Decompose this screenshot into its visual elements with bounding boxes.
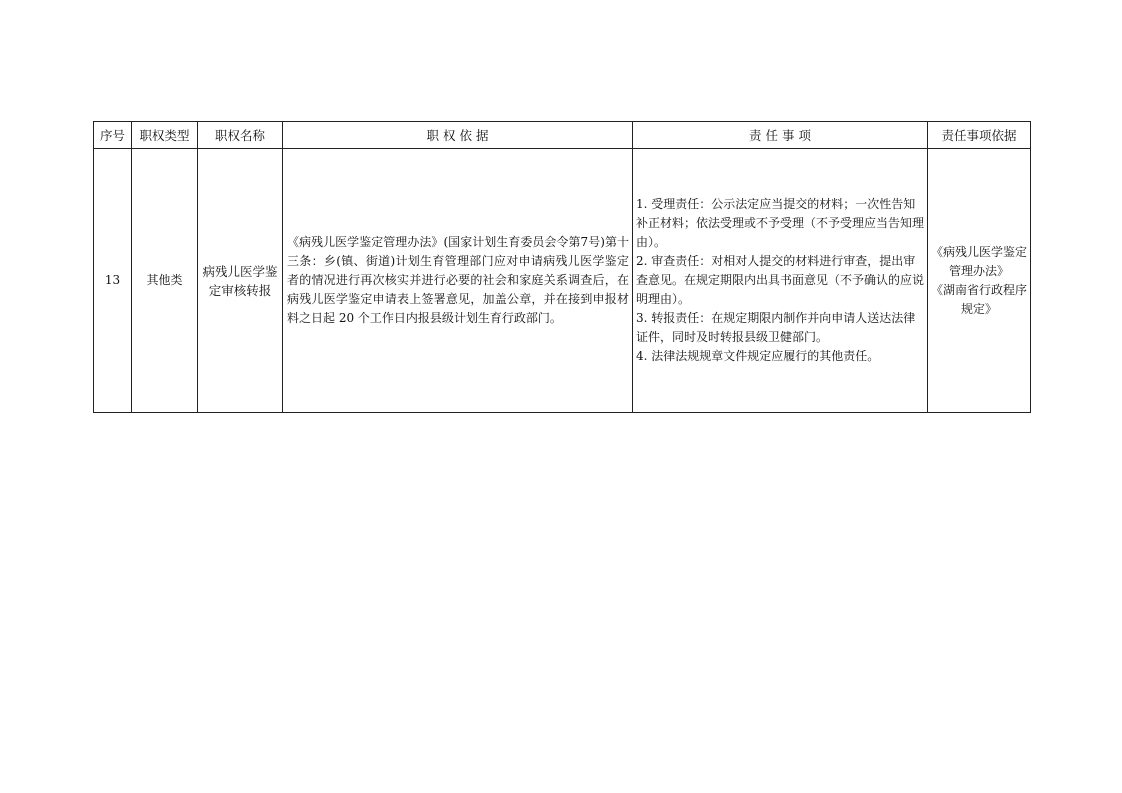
header-row bbox=[94, 122, 1031, 149]
responsibility-item: 4. 法律法规规章文件规定应履行的其他责任。 bbox=[636, 349, 880, 363]
cell-resp-basis bbox=[928, 149, 1031, 413]
responsibility-item: 3. 转报责任：在规定期限内制作并向申请人送达法律证件，同时及时转报县级卫健部门。 bbox=[636, 311, 916, 344]
header-responsibility: 责 任 事 项 bbox=[633, 122, 928, 149]
resp-basis-item: 《病残儿医学鉴定管理办法》 bbox=[930, 244, 1027, 278]
resp-basis-item: 《湖南省行政程序规定》 bbox=[930, 282, 1027, 316]
header-resp-basis: 责任事项依据 bbox=[928, 122, 1031, 149]
responsibility-item: 1. 受理责任：公示法定应当提交的材料；一次性告知补正材料；依法受理或不予受理（不予受理应当告知理由）。 bbox=[636, 197, 925, 249]
responsibility-item: 2. 审查责任：对相对人提交的材料进行审查，提出审查意见。在规定期限内出具书面意见（不予确认的应说明理由）。 bbox=[636, 254, 925, 306]
duty-table bbox=[93, 121, 1031, 413]
cell-basis: 《病残儿医学鉴定管理办法》(国家计划生育委员会令第7号)第十三条：乡(镇、街道)计划生育管理部门应对申请病残儿医学鉴定者的情况进行再次核实并进行必要的社会和家庭关系调查后，在病残儿医学鉴定申请表上签署意见，加盖公章，并在接到申报材料之日起 20 个工作日内报县级计划生育行政部门。 bbox=[283, 149, 633, 413]
cell-category: 其他类 bbox=[132, 149, 198, 413]
header-category: 职权类型 bbox=[132, 122, 198, 149]
header-basis: 职 权 依 据 bbox=[283, 122, 633, 149]
header-seq: 序号 bbox=[94, 122, 132, 149]
cell-seq: 13 bbox=[94, 149, 132, 413]
table-row bbox=[94, 149, 1031, 413]
cell-name: 病残儿医学鉴定审核转报 bbox=[198, 149, 283, 413]
header-name: 职权名称 bbox=[198, 122, 283, 149]
cell-responsibility bbox=[633, 149, 928, 413]
